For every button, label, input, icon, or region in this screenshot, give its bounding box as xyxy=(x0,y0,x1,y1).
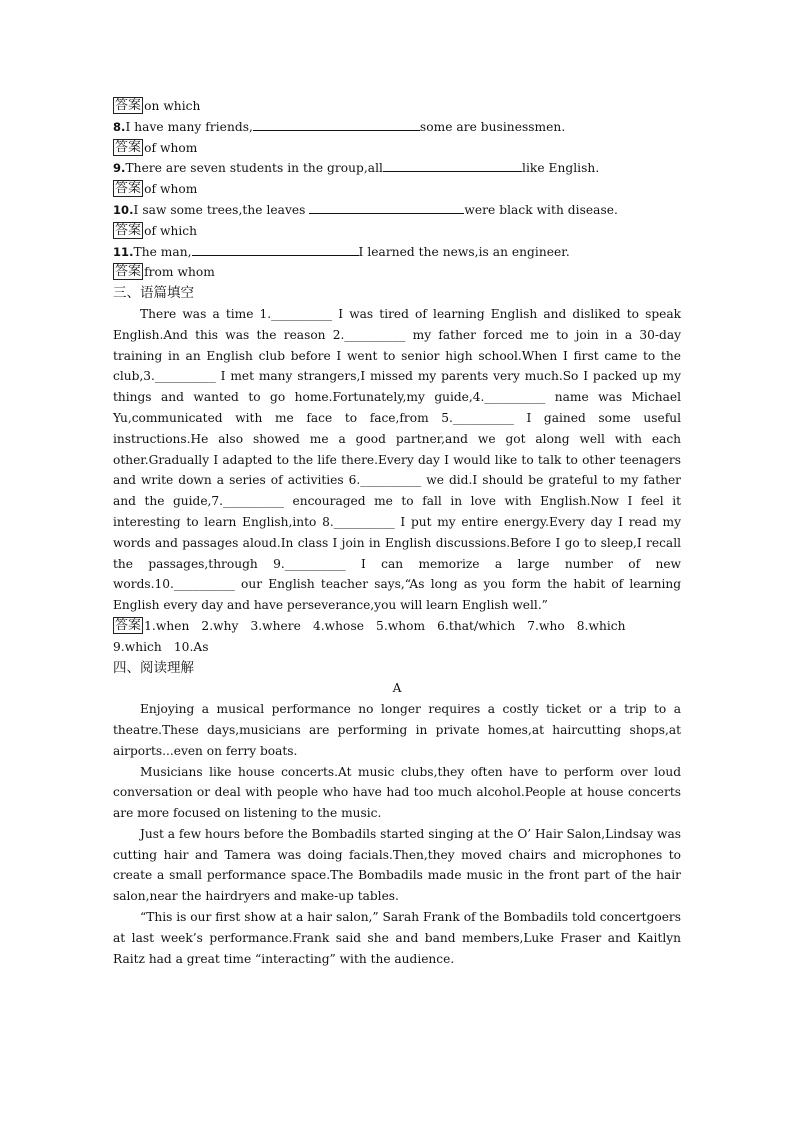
answer-line-9 xyxy=(113,179,681,200)
answer-text: of whom xyxy=(144,182,198,197)
answer-blank[interactable] xyxy=(253,119,420,131)
answer-badge: 答案 xyxy=(115,222,142,238)
question-text-after: I learned the news,is an engineer. xyxy=(358,244,570,259)
answer-text: on which xyxy=(144,99,201,113)
cloze-answer: 6.that/which xyxy=(437,618,516,633)
reading-paragraph: Just a few hours before the Bombadils started singing at the O’ Hair Salon,Lindsay was cutting hair and Tamera was doing facials.Then,they moved chairs and microphones to create a small performance space.The Bombadils made music in the front part of the hair salon,near the hairdryers and make-up tables. xyxy=(113,826,681,904)
reading-paragraph: “This is our first show at a hair salon,” Sarah Frank of the Bombadils told concertgoers at last week’s performance.Frank said she and band members,Luke Fraser and Kaitlyn Raitz had a great time “interacting” with the audience. xyxy=(113,910,681,966)
answer-text: of which xyxy=(144,223,198,238)
cloze-answer: 1.when xyxy=(144,618,190,633)
cloze-answer: 2.why xyxy=(201,618,239,633)
answer-blank[interactable] xyxy=(383,160,522,172)
answer-line-7 xyxy=(113,96,681,117)
question-11 xyxy=(113,242,681,263)
cloze-answer: 9.which xyxy=(113,639,162,654)
section-heading-cloze: 三、语篇填空 xyxy=(113,285,194,302)
cloze-answer-line-2 xyxy=(113,637,681,658)
question-number: 11. xyxy=(113,244,134,259)
question-number: 9. xyxy=(113,161,126,176)
cloze-answer: 4.whose xyxy=(312,618,365,633)
question-text-before: I have many friends, xyxy=(125,119,253,134)
cloze-answer: 3.where xyxy=(250,618,301,633)
answer-badge: 答案 xyxy=(115,139,142,155)
answer-badge: 答案 xyxy=(115,98,142,113)
question-text-before: There are seven students in the group,all xyxy=(125,161,384,176)
question-text-before: I saw some trees,the leaves xyxy=(133,202,310,217)
answer-text: of whom xyxy=(144,140,198,155)
answer-line-11 xyxy=(113,262,681,283)
cloze-answer: 10.As xyxy=(173,639,209,654)
cloze-passage: There was a time 1.__________ I was tired of learning English and disliked to speak English.And this was the reason 2.__________ my father forced me to join in a 30-day training in an English club before I went to senior high school.When I first came to the club,3.__________ I met many strangers,I missed my parents very much.So I packed up my things and wanted to go home.Fortunately,my guide,4.__________ name was Michael Yu,communicated with me face to face,from 5.__________ I gained some useful instructions.He also showed me a good partner,and we got along well with each other.Gradually I adapted to the life there.Every day I would like to talk to other teenagers and write down a series of activities 6.__________ we did.I should be grateful to my father and the guide,7.__________ encouraged me to fall in love with English.Now I feel it interesting to learn English,into 8.__________ I put my entire energy.Every day I read my words and passages aloud.In class I join in English discussions.Before I go to sleep,I recall the passages,through 9.__________ I can memorize a large number of new words.10.__________ our English teacher says,“As long as you form the habit of learning English every day and have perseverance,you will learn English well.” xyxy=(113,306,681,613)
question-10 xyxy=(113,200,681,221)
cloze-answer: 7.who xyxy=(527,618,565,633)
answer-badge: 答案 xyxy=(115,181,142,197)
section-heading-reading: 四、阅读理解 xyxy=(113,659,194,676)
answer-blank[interactable] xyxy=(192,244,359,256)
answer-blank[interactable] xyxy=(309,202,464,214)
passage-label: A xyxy=(392,681,402,696)
cloze-answer: 8.which xyxy=(576,618,626,633)
reading-paragraph: Enjoying a musical performance no longer requires a costly ticket or a trip to a theatre.These days,musicians are performing in private homes,at haircutting shops,at airports...even on ferry boats. xyxy=(113,702,681,758)
question-9 xyxy=(113,158,681,179)
cloze-answer-line-1 xyxy=(113,616,681,637)
cloze-answer: 5.whom xyxy=(376,618,426,633)
question-text-after: some are businessmen. xyxy=(419,119,566,134)
question-text-after: were black with disease. xyxy=(464,202,618,217)
reading-paragraph: Musicians like house concerts.At music clubs,they often have to perform over loud conversation or deal with people who have had too much alcohol.People at house concerts are more focused on listening to the music. xyxy=(113,764,681,821)
question-number: 10. xyxy=(113,202,134,217)
answer-line-10 xyxy=(113,221,681,242)
question-number: 8. xyxy=(113,119,126,134)
answer-text: from whom xyxy=(144,265,215,280)
document-page xyxy=(113,96,681,969)
question-8 xyxy=(113,117,681,138)
question-text-after: like English. xyxy=(522,161,600,176)
answer-line-8 xyxy=(113,138,681,159)
question-text-before: The man, xyxy=(133,244,192,259)
answer-badge: 答案 xyxy=(115,264,142,280)
answer-badge: 答案 xyxy=(115,617,142,633)
